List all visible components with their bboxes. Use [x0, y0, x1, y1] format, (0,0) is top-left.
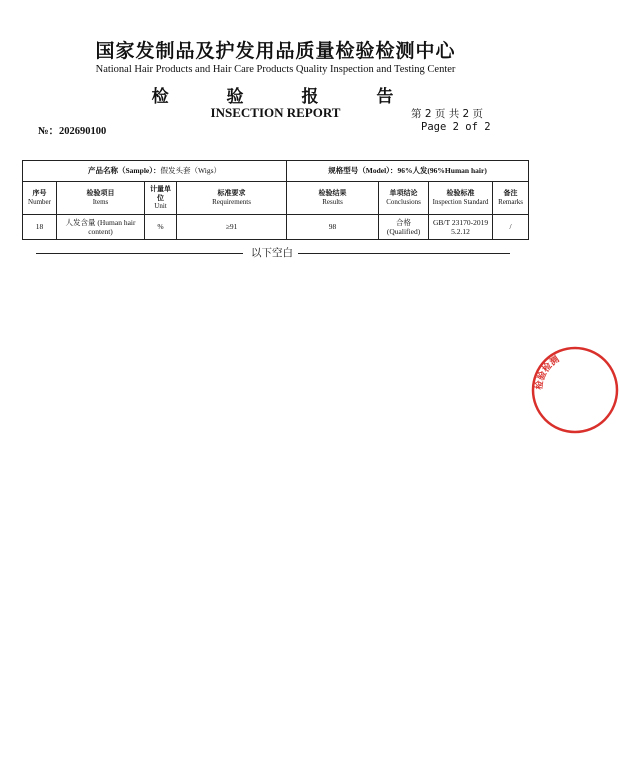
org-title-cn: 国家发制品及护发用品质量检验检测中心: [95, 40, 456, 62]
cell-requirement: ≥91: [177, 215, 287, 240]
sample-label: 产品名称（Sample）：: [88, 166, 161, 176]
model-label: 规格型号（Model）：: [328, 166, 398, 176]
col-header-items: 检验项目 Items: [57, 182, 145, 215]
cell-standard: GB/T 23170-2019 5.2.12: [429, 215, 493, 240]
page-indicator-en: Page 2 of 2: [421, 121, 491, 133]
col-header-number: 序号 Number: [23, 182, 57, 215]
report-title-cn: 检 验 报 告: [151, 87, 420, 107]
model-value: 96%人发(96%Human hair): [397, 166, 487, 176]
cell-unit: %: [145, 215, 177, 240]
col-header-requirements: 标准要求 Requirements: [177, 182, 287, 215]
cell-result: 98: [287, 215, 379, 240]
col-header-standard: 检验标准 Inspection Standard: [429, 182, 493, 215]
divider-left: [36, 253, 243, 254]
col-header-remarks: 备注 Remarks: [493, 182, 529, 215]
blank-below-marker: [36, 246, 512, 260]
col-header-unit: 计量单位 Unit: [145, 182, 177, 215]
cell-remarks: /: [493, 215, 529, 240]
page-indicator-cn: 第 2 页 共 2 页: [411, 108, 484, 120]
divider-right: [298, 253, 510, 254]
cell-number: 18: [23, 215, 57, 240]
official-seal-icon: [530, 345, 620, 435]
blank-below-text: 以下空白: [247, 245, 297, 260]
seal-text: 检验检测: [534, 354, 562, 391]
model-cell: [287, 161, 529, 182]
table-header-row: [23, 182, 529, 215]
sample-cell: [23, 161, 287, 182]
col-header-results: 检验结果 Results: [287, 182, 379, 215]
table-row: [23, 215, 529, 240]
sample-info-row: [23, 161, 529, 182]
org-title-en: National Hair Products and Hair Care Products Quality Inspection and Testing Center: [95, 64, 456, 75]
report-number: №：202690100: [38, 126, 107, 137]
inspection-table: [22, 160, 529, 240]
col-header-conclusions: 单项结论 Conclusions: [379, 182, 429, 215]
cell-item: 人发含量 (Human hair content): [57, 215, 145, 240]
cell-conclusion: 合格 (Qualified): [379, 215, 429, 240]
report-title-en: INSECTION REPORT: [210, 105, 341, 120]
sample-value: 假发头套（Wigs）: [160, 166, 222, 176]
